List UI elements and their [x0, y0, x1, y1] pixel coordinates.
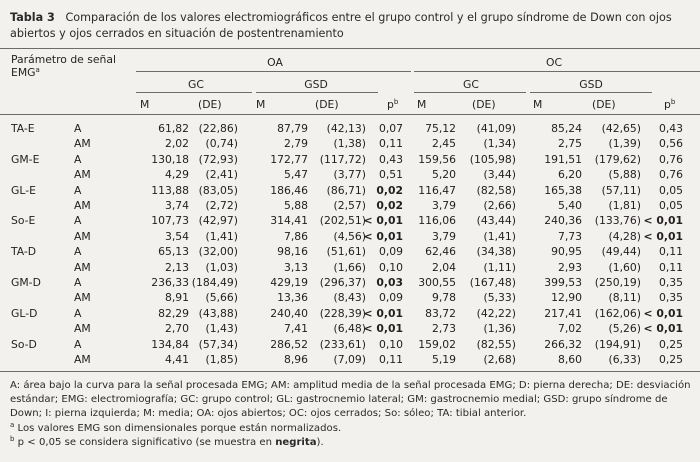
cell-oc-m-gsd: 85,24	[551, 122, 582, 135]
cell-oa-de-gc: (42,97)	[198, 214, 238, 228]
cell-oc-de-gc: (1,36)	[483, 322, 516, 336]
header-oa-gsd: GSD	[304, 78, 328, 91]
row-type: A	[74, 306, 82, 320]
cell-oc-m-gsd: 266,32	[544, 337, 582, 351]
rule-oa	[136, 71, 411, 72]
cell-oc-de-gc: (1,11)	[483, 260, 516, 274]
cell-oa-m-gsd: 186,46	[270, 183, 308, 197]
cell-oa-de-gsd: (202,51)	[319, 214, 366, 228]
cell-oa-m-gc: 2,02	[164, 137, 189, 151]
cell-oa-m-gsd: 98,16	[277, 245, 308, 259]
cell-oa-m-gsd: 5,88	[283, 199, 308, 212]
cell-oa-de-gsd: (3,77)	[333, 168, 366, 182]
cell-oc-de-gc: (34,38)	[476, 245, 516, 259]
cell-oc-de-gsd: (5,88)	[608, 168, 641, 182]
cell-oa-de-gsd: (42,13)	[326, 122, 366, 135]
cell-oa-m-gsd: 7,41	[283, 322, 308, 336]
row-type: A	[74, 245, 82, 259]
cell-oc-m-gc: 159,02	[418, 337, 456, 351]
row-muscle: GL-D	[11, 306, 38, 320]
row-type: AM	[74, 137, 91, 151]
cell-oa-de-gsd: (7,09)	[333, 353, 366, 366]
cell-oc-p: 0,11	[658, 260, 683, 274]
cell-oa-m-gc: 4,41	[164, 353, 189, 366]
cell-oc-de-gc: (5,33)	[483, 291, 516, 305]
cell-oa-m-gc: 8,91	[164, 291, 189, 305]
header-oa-gsd-de: (DE)	[315, 98, 339, 111]
table-footnotes	[10, 379, 692, 450]
cell-oa-de-gsd: (51,61)	[326, 245, 366, 259]
cell-oc-m-gc: 9,78	[431, 291, 456, 305]
cell-oc-m-gsd: 240,36	[544, 214, 582, 228]
cell-oc-p: 0,05	[658, 199, 683, 212]
cell-oc-p: 0,76	[658, 152, 683, 166]
cell-oc-m-gc: 300,55	[418, 276, 456, 289]
cell-oa-de-gc: (2,72)	[205, 199, 238, 212]
cell-oa-m-gc: 61,82	[158, 122, 189, 135]
header-oc-p: $p^b$	[664, 98, 676, 111]
cell-oa-de-gc: (43,88)	[198, 306, 238, 320]
cell-oa-m-gc: 134,84	[151, 337, 189, 351]
rule-oc	[414, 71, 700, 72]
row-muscle: So-E	[11, 214, 36, 228]
row-type: AM	[74, 353, 91, 366]
cell-oa-p: 0,09	[378, 291, 403, 305]
cell-oc-m-gc: 116,06	[418, 214, 456, 228]
cell-oa-p: < 0,01	[363, 322, 403, 336]
cell-oc-m-gc: 2,04	[431, 260, 456, 274]
cell-oc-m-gsd: 6,20	[557, 168, 582, 182]
cell-oc-de-gc: (82,58)	[476, 183, 516, 197]
cell-oc-p: < 0,01	[643, 214, 683, 228]
cell-oc-de-gsd: (5,26)	[608, 322, 641, 336]
cell-oc-m-gsd: 8,60	[557, 353, 582, 366]
cell-oa-m-gsd: 429,19	[270, 276, 308, 289]
cell-oa-m-gc: 3,54	[164, 229, 189, 243]
cell-oc-de-gsd: (1,39)	[608, 137, 641, 151]
cell-oa-m-gsd: 7,86	[283, 229, 308, 243]
cell-oc-m-gc: 62,46	[425, 245, 456, 259]
header-oc-gc-m: M	[417, 98, 427, 111]
cell-oc-de-gc: (1,41)	[483, 229, 516, 243]
cell-oc-p: 0,43	[658, 122, 683, 135]
cell-oc-m-gc: 5,20	[431, 168, 456, 182]
row-muscle: So-D	[11, 337, 37, 351]
cell-oa-p: 0,10	[378, 260, 403, 274]
cell-oc-p: 0,35	[658, 276, 683, 289]
cell-oc-m-gc: 3,79	[431, 229, 456, 243]
header-oc-gsd-m: M	[533, 98, 543, 111]
row-type: AM	[74, 260, 91, 274]
cell-oc-p: 0,35	[658, 291, 683, 305]
cell-oa-m-gsd: 13,36	[277, 291, 308, 305]
row-muscle: GM-D	[11, 276, 41, 289]
cell-oc-m-gc: 5,19	[431, 353, 456, 366]
footnote-b: $^b$ p < 0,05 se considera significativo (se muestra en negrita).	[10, 434, 324, 448]
cell-oc-m-gc: 2,73	[431, 322, 456, 336]
row-type: A	[74, 337, 82, 351]
cell-oa-p: 0,51	[378, 168, 403, 182]
cell-oa-p: 0,02	[376, 183, 403, 197]
cell-oa-de-gsd: (8,43)	[333, 291, 366, 305]
cell-oa-m-gc: 82,29	[158, 306, 189, 320]
cell-oa-m-gsd: 8,96	[283, 353, 308, 366]
cell-oa-p: 0,07	[378, 122, 403, 135]
row-muscle: TA-D	[11, 245, 37, 259]
cell-oc-de-gsd: (49,44)	[601, 245, 641, 259]
cell-oc-p: 0,05	[658, 183, 683, 197]
row-type: AM	[74, 199, 91, 212]
cell-oa-de-gsd: (117,72)	[319, 152, 366, 166]
cell-oc-de-gc: (2,68)	[483, 353, 516, 366]
cell-oc-m-gsd: 399,53	[544, 276, 582, 289]
cell-oa-m-gc: 236,33	[151, 276, 189, 289]
header-oa-gc-de: (DE)	[198, 98, 222, 111]
rule-oa-gc	[136, 92, 252, 93]
cell-oc-m-gc: 116,47	[418, 183, 456, 197]
header-oc-gsd-de: (DE)	[592, 98, 616, 111]
cell-oc-m-gsd: 7,73	[557, 229, 582, 243]
cell-oa-p: 0,11	[378, 137, 403, 151]
cell-oc-de-gc: (41,09)	[476, 122, 516, 135]
cell-oa-m-gsd: 240,40	[270, 306, 308, 320]
table-top-rule	[0, 48, 700, 49]
header-oa-gsd-m: M	[256, 98, 266, 111]
row-type: A	[74, 152, 82, 166]
table-label: Tabla 3	[10, 11, 55, 24]
row-muscle: GL-E	[11, 183, 36, 197]
cell-oc-p: 0,76	[658, 168, 683, 182]
cell-oc-p: < 0,01	[643, 306, 683, 320]
cell-oc-de-gsd: (179,62)	[594, 152, 641, 166]
cell-oa-de-gc: (1,85)	[205, 353, 238, 366]
cell-oc-m-gc: 3,79	[431, 199, 456, 212]
cell-oc-m-gsd: 90,95	[551, 245, 582, 259]
cell-oc-de-gc: (3,44)	[483, 168, 516, 182]
header-oc-gc-de: (DE)	[472, 98, 496, 111]
cell-oc-de-gc: (42,22)	[476, 306, 516, 320]
row-muscle: TA-E	[11, 122, 35, 135]
cell-oc-de-gc: (43,44)	[476, 214, 516, 228]
cell-oc-m-gsd: 2,93	[557, 260, 582, 274]
cell-oa-m-gsd: 2,79	[283, 137, 308, 151]
header-oa-p: $p^b$	[387, 98, 399, 111]
cell-oc-m-gc: 83,72	[425, 306, 456, 320]
rule-oc-gsd	[530, 92, 652, 93]
cell-oa-de-gc: (72,93)	[198, 152, 238, 166]
cell-oa-de-gc: (32,00)	[198, 245, 238, 259]
cell-oa-p: 0,10	[378, 337, 403, 351]
cell-oc-de-gsd: (1,81)	[608, 199, 641, 212]
cell-oc-de-gsd: (250,19)	[594, 276, 641, 289]
row-type: AM	[74, 291, 91, 305]
cell-oc-m-gsd: 2,75	[557, 137, 582, 151]
cell-oa-p: < 0,01	[363, 214, 403, 228]
cell-oa-de-gc: (57,34)	[198, 337, 238, 351]
cell-oa-de-gc: (2,41)	[205, 168, 238, 182]
footnote-abbreviations: A: área bajo la curva para la señal procesada EMG; AM: amplitud media de la señal procesada EMG; D: pierna derecha; DE: desviación estándar; EMG: electromiografía; GC: grupo control; GL: gastrocnemio lateral; GM: gastrocnemio medial; GSD: grupo síndrome de Down; I: pierna izquierda; M: media; OA: ojos abiertos; OC: ojos cerrados; So: sóleo; TA: tibial anterior.	[10, 380, 691, 420]
header-param-line1: Parámetro de señal	[11, 53, 116, 66]
cell-oa-de-gsd: (86,71)	[326, 183, 366, 197]
cell-oa-de-gsd: (296,37)	[319, 276, 366, 289]
cell-oc-m-gsd: 12,90	[551, 291, 582, 305]
cell-oa-m-gc: 130,18	[151, 152, 189, 166]
cell-oc-de-gc: (105,98)	[469, 152, 516, 166]
cell-oa-de-gc: (83,05)	[198, 183, 238, 197]
cell-oa-p: 0,43	[378, 152, 403, 166]
cell-oa-m-gsd: 286,52	[270, 337, 308, 351]
cell-oa-p: 0,11	[378, 353, 403, 366]
cell-oa-m-gc: 107,73	[151, 214, 189, 228]
cell-oc-m-gc: 2,45	[431, 137, 456, 151]
cell-oa-de-gc: (1,41)	[205, 229, 238, 243]
header-oc-gsd: GSD	[579, 78, 603, 91]
cell-oa-de-gsd: (4,56)	[333, 229, 366, 243]
cell-oa-m-gc: 3,74	[164, 199, 189, 212]
header-param-line2: EMG$^a$	[11, 66, 40, 79]
cell-oc-p: 0,25	[658, 353, 683, 366]
cell-oc-de-gc: (2,66)	[483, 199, 516, 212]
row-type: AM	[74, 322, 91, 336]
row-type: AM	[74, 168, 91, 182]
row-muscle: GM-E	[11, 152, 40, 166]
cell-oa-p: 0,09	[378, 245, 403, 259]
cell-oa-de-gsd: (1,38)	[333, 137, 366, 151]
row-type: A	[74, 214, 82, 228]
cell-oa-m-gsd: 87,79	[277, 122, 308, 135]
cell-oc-de-gsd: (42,65)	[601, 122, 641, 135]
cell-oc-p: < 0,01	[643, 322, 683, 336]
row-type: AM	[74, 229, 91, 243]
header-oa: OA	[267, 56, 283, 69]
cell-oc-de-gsd: (57,11)	[601, 183, 641, 197]
cell-oa-de-gsd: (233,61)	[319, 337, 366, 351]
cell-oc-de-gsd: (4,28)	[608, 229, 641, 243]
row-type: A	[74, 122, 82, 135]
row-type: A	[74, 276, 82, 289]
header-oa-gc: GC	[188, 78, 204, 91]
cell-oa-m-gc: 4,29	[164, 168, 189, 182]
cell-oc-p: 0,25	[658, 337, 683, 351]
cell-oc-m-gc: 75,12	[425, 122, 456, 135]
cell-oc-de-gc: (1,34)	[483, 137, 516, 151]
cell-oa-p: < 0,01	[363, 229, 403, 243]
cell-oa-de-gc: (0,74)	[205, 137, 238, 151]
cell-oa-de-gsd: (6,48)	[333, 322, 366, 336]
cell-oc-m-gsd: 165,38	[544, 183, 582, 197]
cell-oa-m-gsd: 314,41	[270, 214, 308, 228]
cell-oc-de-gc: (167,48)	[469, 276, 516, 289]
row-type: A	[74, 183, 82, 197]
cell-oa-de-gsd: (2,57)	[333, 199, 366, 212]
rule-header-bottom	[0, 114, 700, 115]
cell-oc-de-gsd: (194,91)	[594, 337, 641, 351]
rule-oc-gc	[414, 92, 526, 93]
cell-oa-p: < 0,01	[363, 306, 403, 320]
cell-oa-m-gc: 113,88	[151, 183, 189, 197]
cell-oa-m-gsd: 3,13	[283, 260, 308, 274]
cell-oc-m-gsd: 217,41	[544, 306, 582, 320]
cell-oc-p: 0,11	[658, 245, 683, 259]
cell-oc-m-gsd: 5,40	[557, 199, 582, 212]
cell-oc-p: 0,56	[658, 137, 683, 151]
table-bottom-rule	[0, 371, 700, 372]
cell-oa-m-gc: 65,13	[158, 245, 189, 259]
cell-oa-m-gsd: 5,47	[283, 168, 308, 182]
footnote-a: $^a$ Los valores EMG son dimensionales porque están normalizados.	[10, 420, 342, 434]
cell-oa-de-gc: (184,49)	[191, 276, 238, 289]
cell-oa-de-gsd: (228,39)	[319, 306, 366, 320]
cell-oa-de-gc: (1,43)	[205, 322, 238, 336]
cell-oa-m-gc: 2,70	[164, 322, 189, 336]
header-oa-gc-m: M	[140, 98, 150, 111]
cell-oa-de-gc: (5,66)	[205, 291, 238, 305]
cell-oa-p: 0,02	[376, 199, 403, 212]
header-oc-gc: GC	[463, 78, 479, 91]
cell-oc-p: < 0,01	[643, 229, 683, 243]
cell-oa-de-gsd: (1,66)	[333, 260, 366, 274]
cell-oc-de-gc: (82,55)	[476, 337, 516, 351]
cell-oa-de-gc: (22,86)	[198, 122, 238, 135]
table-caption	[10, 10, 690, 42]
cell-oc-m-gc: 159,56	[418, 152, 456, 166]
cell-oa-p: 0,03	[376, 276, 403, 289]
rule-oa-gsd	[256, 92, 378, 93]
cell-oa-m-gc: 2,13	[164, 260, 189, 274]
cell-oc-de-gsd: (133,76)	[594, 214, 641, 228]
header-oc: OC	[545, 56, 563, 69]
cell-oc-de-gsd: (6,33)	[608, 353, 641, 366]
cell-oc-de-gsd: (162,06)	[594, 306, 641, 320]
cell-oc-de-gsd: (8,11)	[608, 291, 641, 305]
cell-oa-m-gsd: 172,77	[270, 152, 308, 166]
cell-oa-de-gc: (1,03)	[205, 260, 238, 274]
cell-oc-de-gsd: (1,60)	[608, 260, 641, 274]
cell-oc-m-gsd: 7,02	[557, 322, 582, 336]
table-title: Comparación de los valores electromiográficos entre el grupo control y el grupo síndrome de Down con ojos abiertos y ojos cerrados en situación de postentrenamiento	[10, 11, 672, 40]
cell-oc-m-gsd: 191,51	[544, 152, 582, 166]
